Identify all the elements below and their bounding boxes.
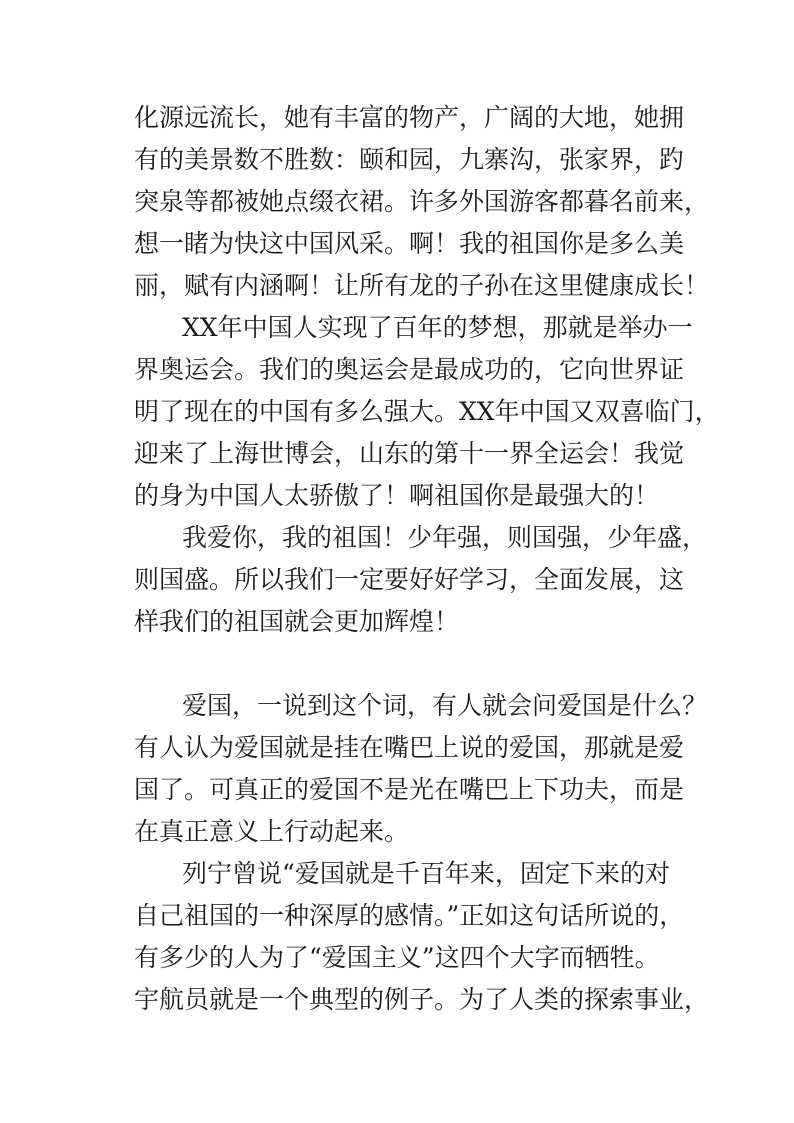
paragraph-first-line: XX年中国人实现了百年的梦想，那就是举办一 — [182, 313, 693, 342]
text-line: 国了。可真正的爱国不是光在嘴巴上下功夫，而是 — [134, 775, 685, 804]
text-line: 有多少的人为了“爱国主义”这四个大字而牺牲。 — [134, 943, 660, 972]
paragraph-first-line: 我爱你，我的祖国！少年强，则国强，少年盛， — [182, 523, 708, 552]
paragraph-first-line: 爱国，一说到这个词，有人就会问爱国是什么？ — [182, 691, 708, 720]
text-line: 明了现在的中国有多么强大。XX年中国又双喜临门， — [134, 397, 720, 426]
text-line: 的身为中国人太骄傲了！啊祖国你是最强大的！ — [134, 481, 660, 510]
text-line: 样我们的祖国就会更加辉煌！ — [134, 607, 460, 636]
text-line: 界奥运会。我们的奥运会是最成功的，它向世界证 — [134, 355, 685, 384]
text-line: 突泉等都被她点缀衣裙。许多外国游客都暮名前来， — [134, 187, 710, 216]
text-line: 丽，赋有内涵啊！让所有龙的子孙在这里健康成长！ — [134, 271, 710, 300]
text-line: 宇航员就是一个典型的例子。为了人类的探索事业， — [134, 985, 710, 1014]
text-line: 想一睹为快这中国风采。啊！我的祖国你是多么美 — [134, 229, 685, 258]
paragraph-first-line: 列宁曾说“爱国就是千百年来，固定下来的对 — [182, 859, 670, 888]
text-line: 迎来了上海世博会，山东的第十一界全运会！我觉 — [134, 439, 685, 468]
text-line: 在真正意义上行动起来。 — [134, 817, 410, 846]
text-line: 有人认为爱国就是挂在嘴巴上说的爱国，那就是爱 — [134, 733, 685, 762]
text-line: 自己祖国的一种深厚的感情。”正如这句话所说的， — [134, 901, 685, 930]
text-line: 则国盛。所以我们一定要好好学习，全面发展，这 — [134, 565, 685, 594]
text-line: 有的美景数不胜数：颐和园，九寨沟，张家界，趵 — [134, 145, 685, 174]
text-line: 化源远流长，她有丰富的物产，广阔的大地，她拥 — [134, 103, 685, 132]
